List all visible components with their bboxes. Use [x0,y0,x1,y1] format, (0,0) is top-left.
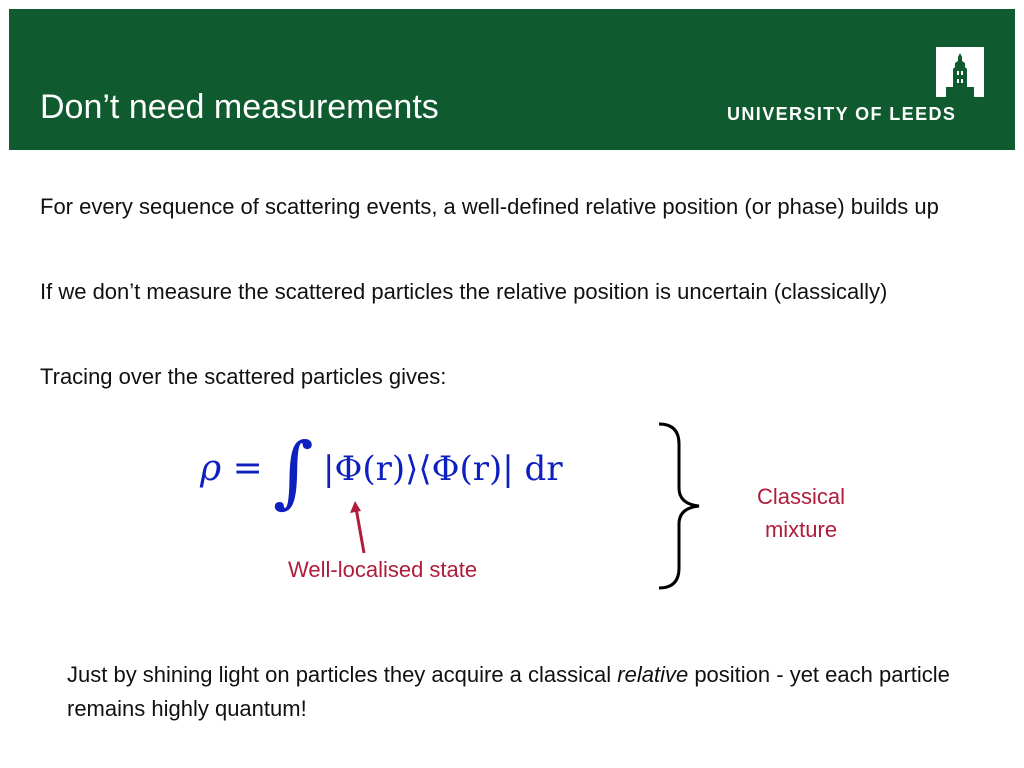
density-matrix-formula [195,420,605,530]
paragraph-scattering: For every sequence of scattering events, a well-defined relative position (or phase) builds up [40,194,939,219]
conclusion-text [67,658,997,726]
university-crest-logo [936,47,984,97]
conclusion-text-part2: position - yet each particle remains highly quantum! [67,662,950,721]
right-brace [655,420,715,592]
paragraph-tracing: Tracing over the scattered particles gives: [40,364,447,389]
classical-mixture-label [735,480,867,546]
university-name: UNIVERSITY OF LEEDS [727,104,957,124]
paragraph-measurement: If we don’t measure the scattered particles the relative position is uncertain (classically) [40,279,888,304]
relative-emphasis: relative [617,662,689,687]
pointer-arrow [340,498,380,558]
classical-label-line2: mixture [764,517,838,542]
conclusion-text-part1: Just by shining light on particles they acquire a classical [67,662,618,687]
well-localised-label: Well-localised state [288,557,478,582]
formula-lhs: ρ = [200,448,263,489]
formula-integrand: |Φ(r)⟩⟨Φ(r)| dr [323,449,563,489]
integral-sign: ∫ [273,427,314,517]
header-bar [9,9,1015,150]
slide-title: Don’t need measurements [40,88,439,126]
classical-label-line1: Classical [756,484,846,509]
